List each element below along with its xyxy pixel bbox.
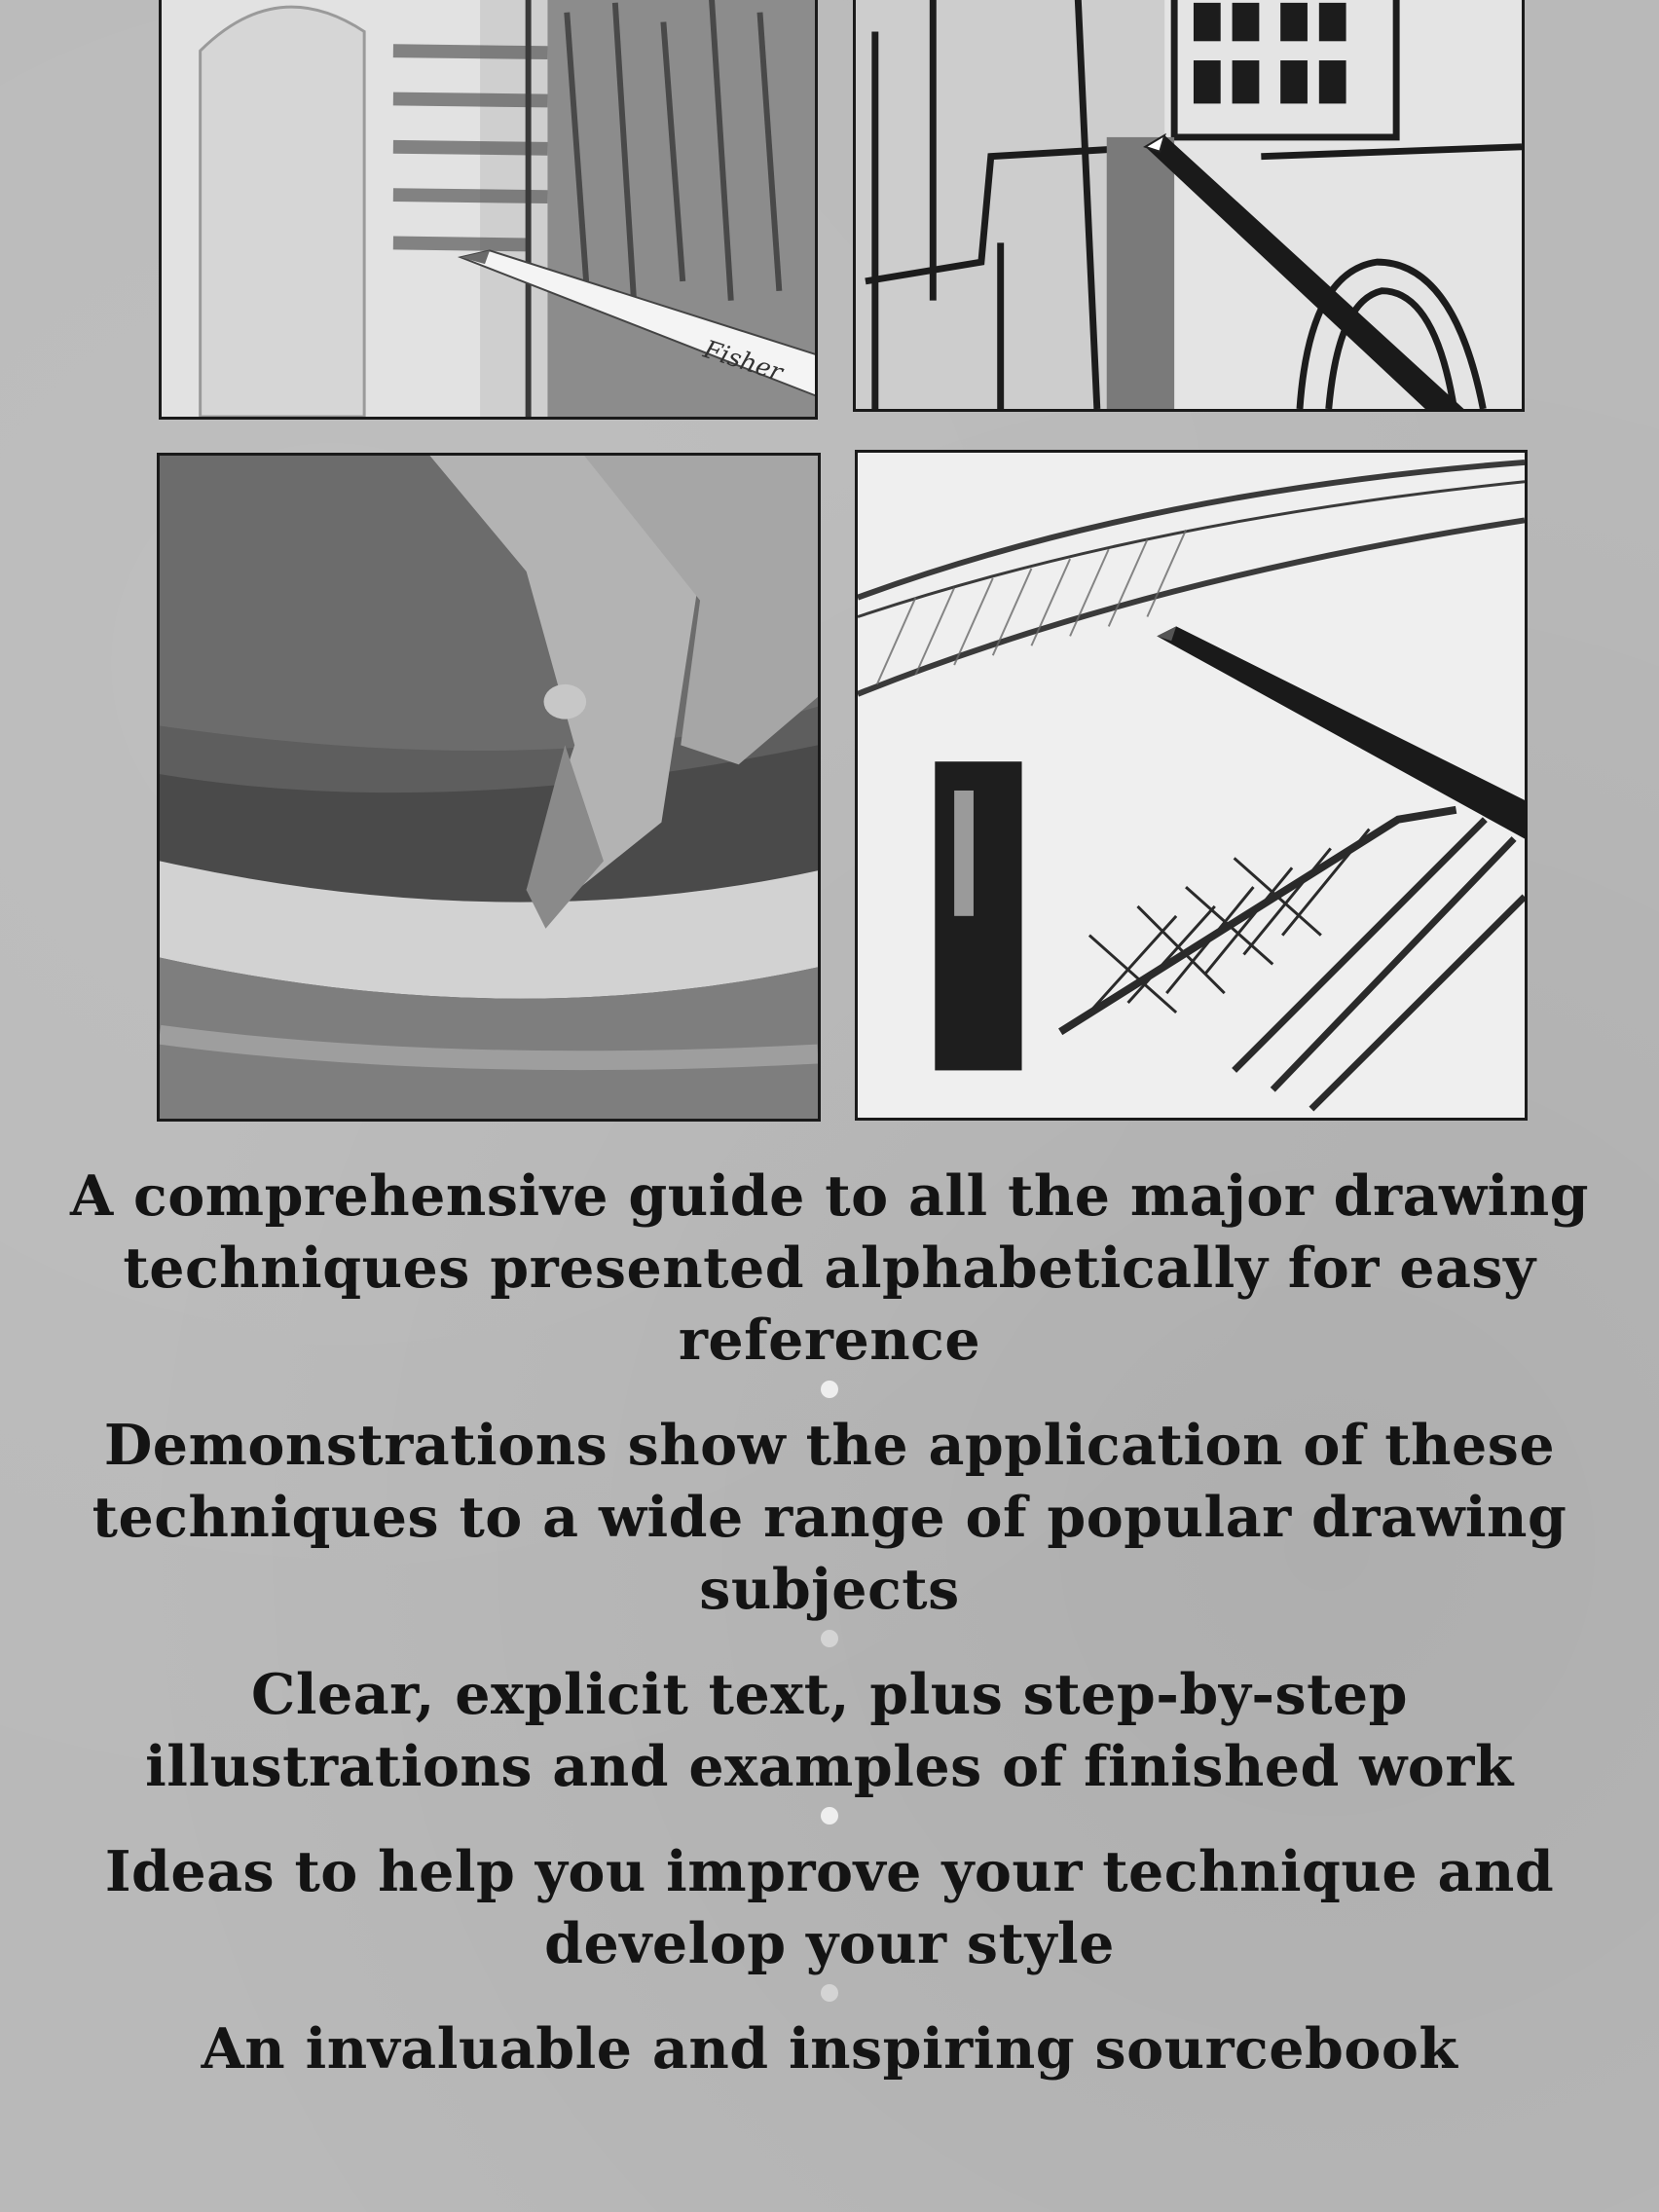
bullet-dot — [821, 1984, 838, 2002]
photo-pencil-outline — [853, 0, 1525, 412]
bullet-dot — [821, 1630, 838, 1647]
pencil-brand-label: Fisher — [699, 335, 787, 388]
feature-item-1: A comprehensive guide to all the major drawing techniques presented alphabetically for easy reference — [69, 1163, 1590, 1373]
feature-item-5: An invaluable and inspiring sourcebook — [201, 2016, 1458, 2082]
photo-pencil-hatching — [159, 0, 818, 420]
feature-list — [58, 1161, 1601, 2085]
photo-pastel-blending — [157, 453, 821, 1122]
photo-pen-crosshatching — [855, 450, 1528, 1121]
bullet-dot — [821, 1807, 838, 1825]
feature-item-4: Ideas to help you improve your technique and develop your style — [104, 1839, 1555, 1976]
bullet-dot — [821, 1381, 838, 1398]
feature-item-3: Clear, explicit text, plus step-by-step illustrations and examples of finished work — [145, 1662, 1514, 1799]
feature-item-2: Demonstrations show the application of these techniques to a wide range of popular drawing subjects — [92, 1413, 1567, 1622]
